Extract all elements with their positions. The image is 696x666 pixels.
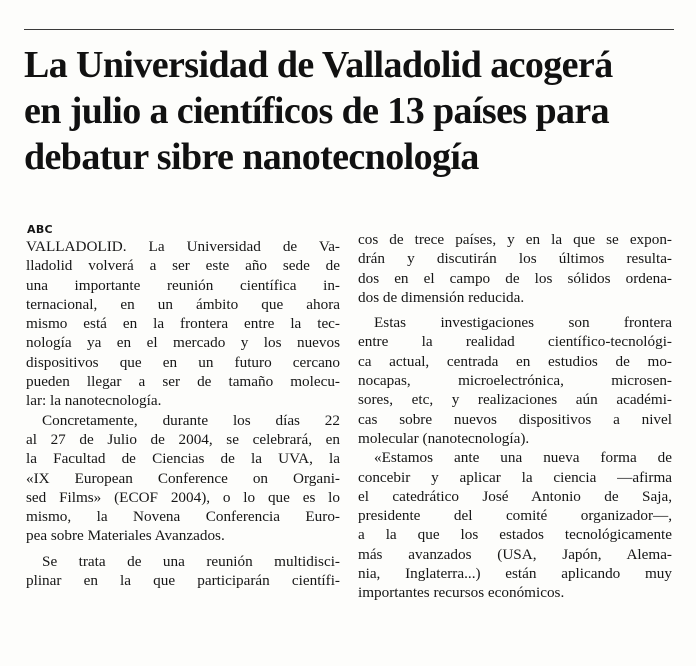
text-line: dispositivos que en un futuro cercano: [26, 353, 340, 371]
text-line: cos de trece países, y en la que se expon-: [358, 231, 672, 248]
text-line: sores, etc, y realizaciones aún académi-: [358, 391, 672, 409]
text-line: plinar en la que participarán científi-: [26, 572, 340, 590]
article-column-right: [358, 230, 672, 603]
text-line: Se trata de una reunión multidisci-: [42, 552, 340, 570]
text-line: molecular (nanotecnología).: [358, 429, 530, 447]
text-line: mismo está en la frontera entre la tec-: [26, 315, 340, 333]
byline: ABC: [27, 223, 53, 236]
text-line: sed Films» (ECOF 2004), o lo que es lo: [26, 488, 340, 506]
text-line: Concretamente, durante los días 22: [42, 411, 340, 429]
text-line: lar: la nanotecnología.: [26, 392, 162, 410]
text-line: dos en el campo de los sólidos ordena-: [358, 269, 672, 287]
text-line: mismo, la Novena Conferencia Euro-: [26, 508, 340, 526]
text-line: pea sobre Materiales Avanzados.: [26, 527, 225, 545]
text-line: nia, Inglaterra...) están aplicando muy: [358, 565, 672, 583]
text-line: pueden llegar a ser de tamaño molecu-: [26, 373, 340, 391]
top-rule: [24, 29, 674, 30]
text-line: ternacional, en un ámbito que ahora: [26, 295, 340, 313]
headline: [24, 42, 684, 180]
text-line: Estas investigaciones son frontera: [374, 314, 672, 332]
text-line: «Estamos ante una nueva forma de: [374, 449, 672, 467]
text-line: dos de dimensión reducida.: [358, 288, 525, 306]
text-line: al 27 de Julio de 2004, se celebrará, en: [26, 430, 340, 448]
text-line: la Facultad de Ciencias de la UVA, la: [26, 450, 340, 468]
text-line: presidente del comité organizador—,: [358, 507, 672, 525]
text-line: cas sobre nuevos dispositivos a nivel: [358, 410, 672, 428]
text-line: lladolid volverá a ser este año sede de: [26, 257, 340, 275]
headline-line: La Universidad de Valladolid acogerá: [24, 44, 613, 86]
text-line: concebir y aplicar la ciencia —afirma: [358, 468, 672, 486]
article-column-left: [26, 223, 340, 590]
text-line: una importante reunión científica in-: [26, 276, 340, 294]
text-line: VALLADOLID. La Universidad de Va-: [26, 238, 340, 255]
text-line: entre la realidad científico-tecnológi-: [358, 333, 672, 351]
text-line: más avanzados (USA, Japón, Alema-: [358, 545, 672, 563]
text-line: nocapas, microelectrónica, microsen-: [358, 372, 672, 390]
text-line: ca actual, centrada en estudios de mo-: [358, 352, 672, 370]
text-line: drán y discutirán los últimos resulta-: [358, 250, 672, 268]
text-line: el catedrático José Antonio de Saja,: [358, 487, 672, 505]
text-line: «IX European Conference on Organi-: [26, 469, 340, 487]
headline-line: debatur sibre nanotecnología: [24, 136, 479, 178]
text-line: importantes recursos económicos.: [358, 584, 565, 602]
text-line: a la que los estados tecnológicamente: [358, 526, 672, 544]
text-line: nología ya en el mercado y los nuevos: [26, 334, 340, 352]
headline-line: en julio a científicos de 13 países para: [24, 90, 610, 132]
